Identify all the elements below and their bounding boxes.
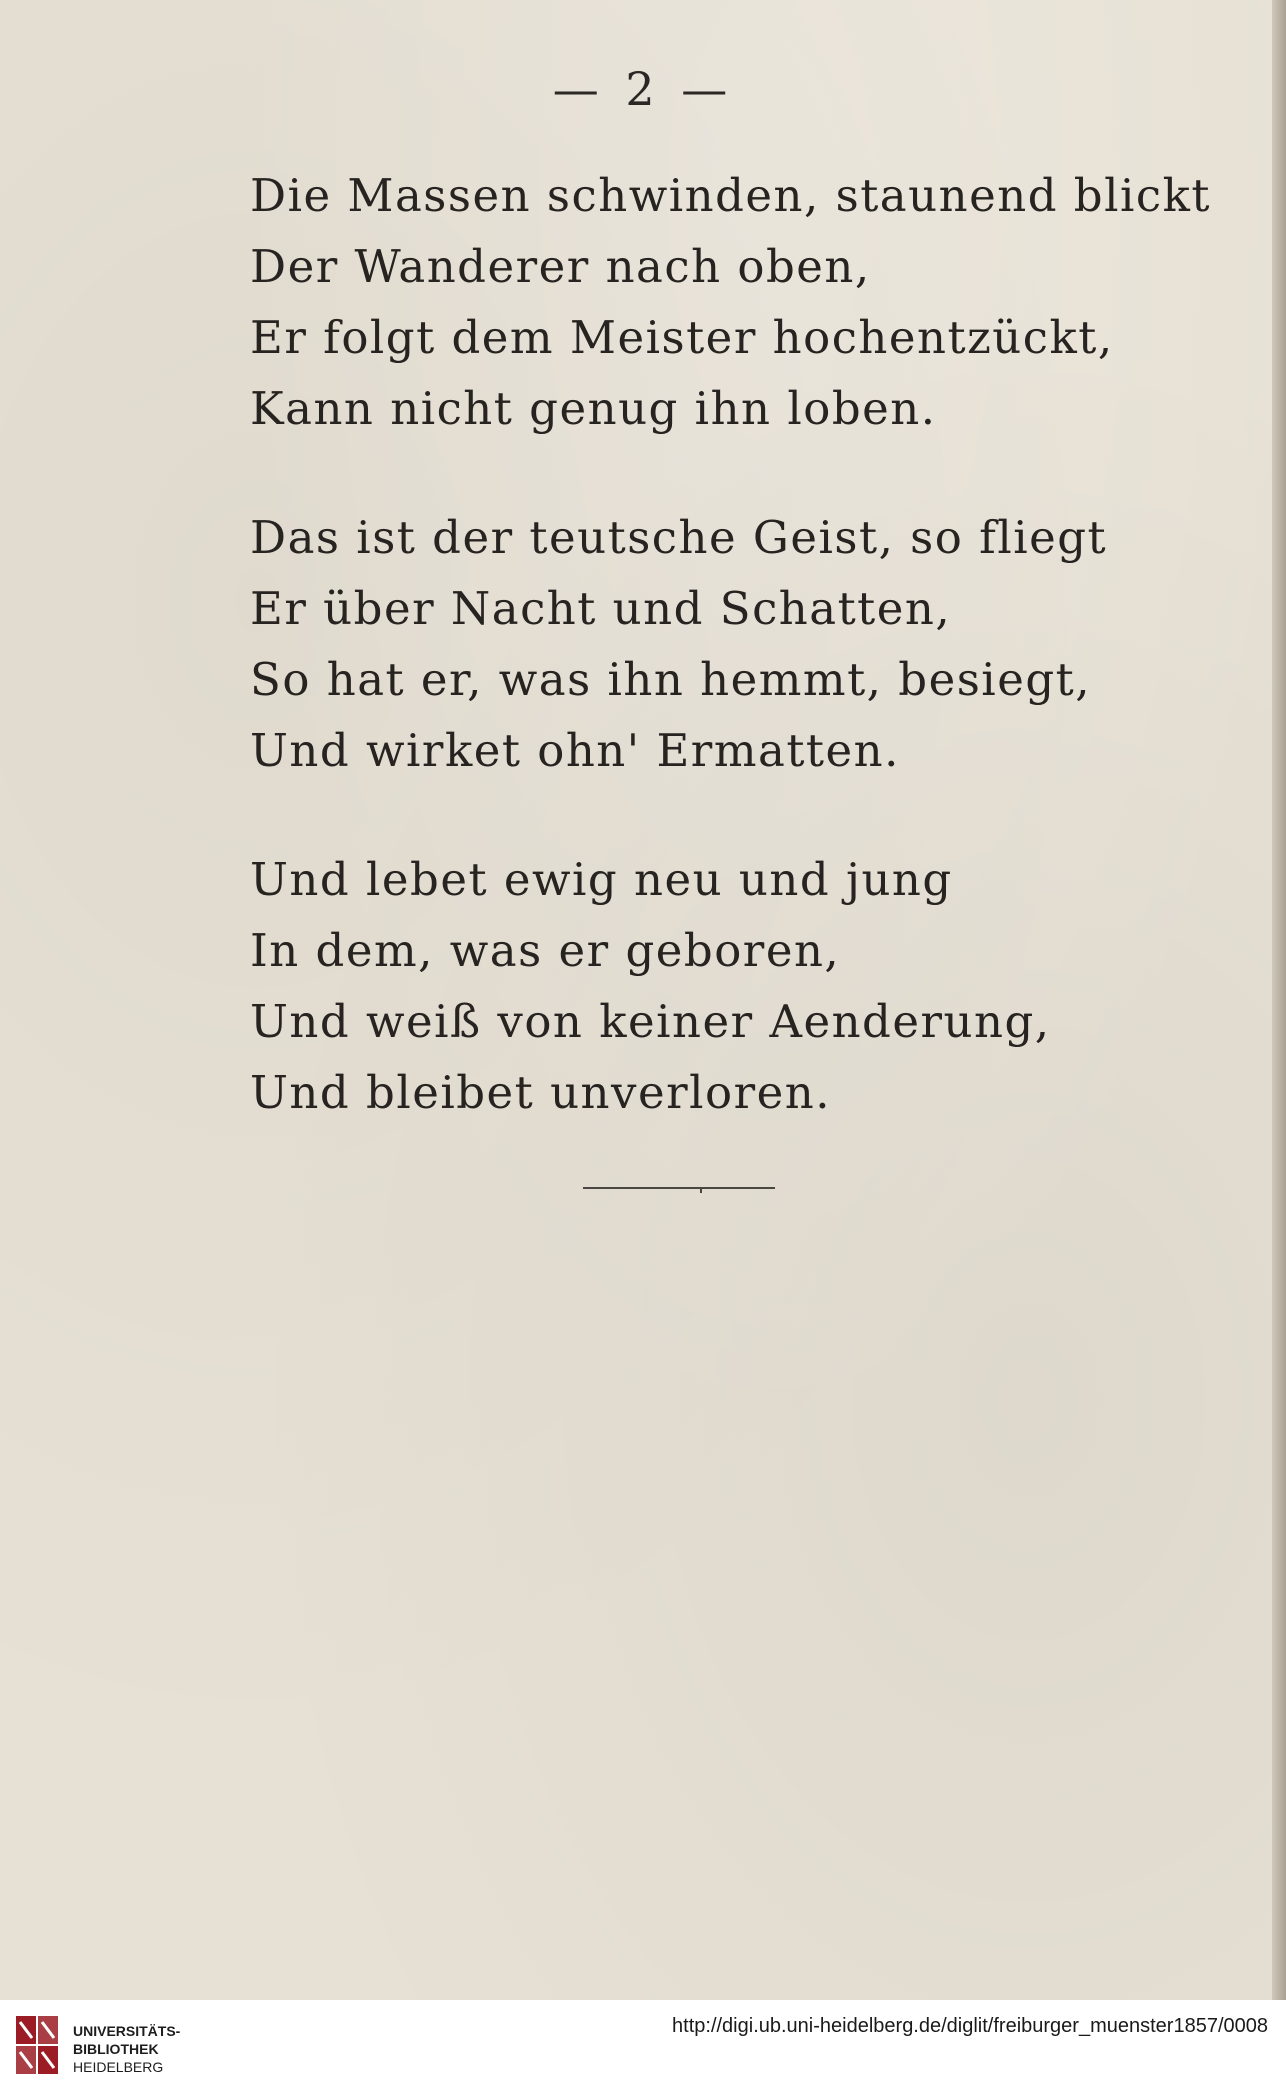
poem-line: Und wirket ohn' Ermatten.	[250, 724, 900, 777]
page-edge-shadow	[1272, 0, 1286, 2000]
poem-line: So hat er, was ihn hemmt, besiegt,	[250, 653, 1092, 706]
source-url-link[interactable]: http://digi.ub.uni-heidelberg.de/diglit/freiburger_muenster1857/0008	[672, 2015, 1268, 2037]
page-number: — 2 —	[552, 62, 734, 116]
end-rule-tick	[700, 1187, 702, 1193]
poem-line: Er folgt dem Meister hochentzückt,	[250, 311, 1114, 364]
poem-line: Die Massen schwinden, staunend blickt	[250, 169, 1211, 222]
poem-line: In dem, was er geboren,	[250, 924, 841, 977]
poem-line: Kann nicht genug ihn loben.	[250, 382, 937, 435]
logo-line-1: UNIVERSITÄTS-	[73, 2023, 181, 2039]
logo-line-2: BIBLIOTHEK	[73, 2041, 159, 2057]
stanza-3	[250, 844, 1150, 1128]
poem-line: Und weiß von keiner Aenderung,	[250, 995, 1051, 1048]
poem-line: Und lebet ewig neu und jung	[250, 853, 953, 906]
poem-line: Das ist der teutsche Geist, so fliegt	[250, 511, 1108, 564]
poem-line: Er über Nacht und Schatten,	[250, 582, 952, 635]
stanza-2	[250, 502, 1150, 786]
end-rule	[583, 1187, 775, 1189]
stanza-1	[250, 160, 1211, 444]
logo-line-3: HEIDELBERG	[73, 2059, 164, 2075]
poem-line: Der Wanderer nach oben,	[250, 240, 871, 293]
library-logo-icon[interactable]	[14, 2012, 60, 2084]
library-logo-text[interactable]	[73, 2022, 180, 2076]
poem	[250, 160, 1211, 1186]
poem-line: Und bleibet unverloren.	[250, 1066, 832, 1119]
